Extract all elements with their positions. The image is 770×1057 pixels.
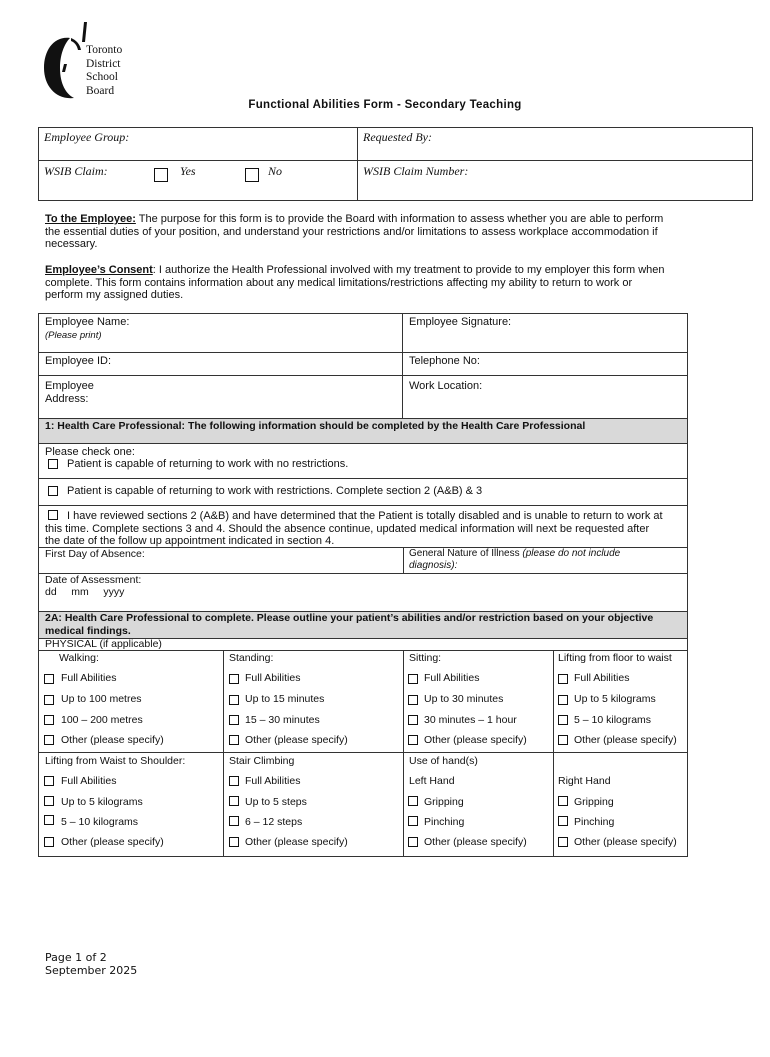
work-location-label: Work Location: [409,380,483,392]
to-employee-line-1: The purpose for this form is to provide the Board with information to assess whether you are able to perform [135,213,664,225]
wsib-no-checkbox[interactable] [245,168,259,182]
sitting-30-checkbox[interactable] [408,695,418,705]
sitting-30-60-checkbox[interactable] [408,715,418,725]
section-1-header: 1: Health Care Professional: The following information should be completed by the Health Care Professional [45,420,586,432]
left-gripping-label: Gripping [424,796,464,808]
right-gripping-label: Gripping [574,796,614,808]
no-restrictions-checkbox[interactable] [48,459,58,469]
right-gripping-checkbox[interactable] [558,796,568,806]
stairs-5-label: Up to 5 steps [245,796,307,808]
walking-100-label: Up to 100 metres [61,693,142,705]
lifting-floor-5-10kg-checkbox[interactable] [558,715,568,725]
section-2a-header-line-2: medical findings. [45,624,131,637]
right-other-checkbox[interactable] [558,837,568,847]
section-2a-header-line-1: 2A: Health Care Professional to complete. Please outline your patient’s abilities and/or restriction based on your objective [45,612,654,624]
lifting-floor-5kg-label: Up to 5 kilograms [574,693,656,705]
sitting-full-checkbox[interactable] [408,674,418,684]
with-restrictions-label: Patient is capable of returning to work with restrictions. Complete section 2 (A&B) & 3 [67,485,483,497]
stair-climbing-heading: Stair Climbing [229,755,295,767]
use-of-hands-heading: Use of hand(s) [409,755,478,767]
lifting-waist-full-label: Full Abilities [61,775,117,787]
standing-15-label: Up to 15 minutes [245,693,325,705]
logo-line-3: School [86,71,118,83]
wsib-yes-label: Yes [180,164,196,178]
right-pinching-label: Pinching [574,816,615,828]
disabled-line-2: this time. Complete sections 3 and 4. Should the absence continue, updated medical information will next be requested after [45,522,650,535]
stairs-5-checkbox[interactable] [229,796,239,806]
address-line-1: Employee [45,380,94,392]
left-pinching-label: Pinching [424,816,465,828]
sitting-30-60-label: 30 minutes – 1 hour [424,714,517,726]
disabled-line-3: the date of the follow up appointment indicated in section 4. [45,535,335,547]
date-format-hint: dd mm yyyy [45,586,125,598]
tdsb-logo [40,20,140,102]
lifting-floor-5-10kg-label: 5 – 10 kilograms [574,714,652,726]
standing-other-label: Other (please specify) [245,734,348,746]
lifting-floor-full-checkbox[interactable] [558,674,568,684]
logo-line-2: District [86,57,121,70]
apple-logo-icon [40,20,88,102]
check-one-label: Please check one: [45,446,135,458]
with-restrictions-checkbox[interactable] [48,486,58,496]
wsib-claim-number-label: WSIB Claim Number: [363,164,469,178]
nature-of-illness-label [409,548,620,572]
employee-signature-label: Employee Signature: [409,316,512,328]
sitting-full-label: Full Abilities [424,672,480,684]
left-other-label: Other (please specify) [424,836,527,848]
lifting-floor-full-label: Full Abilities [574,672,630,684]
walking-heading: Walking: [59,652,99,664]
right-hand-label: Right Hand [558,775,611,787]
stairs-6-12-checkbox[interactable] [229,816,239,826]
standing-full-label: Full Abilities [245,672,301,684]
walking-100-checkbox[interactable] [44,695,54,705]
to-employee-line-3: necessary. [45,238,98,250]
lifting-waist-5-10kg-label: 5 – 10 kilograms [61,816,139,828]
to-employee-heading: To the Employee: [45,213,136,225]
employee-id-label: Employee ID: [45,355,112,367]
nature-italic-2: diagnosis): [409,560,458,571]
disabled-line-1: I have reviewed sections 2 (A&B) and have determined that the Patient is totally disabled and is unable to return to work at [67,510,663,522]
consent-line-1: : I authorize the Health Professional involved with my treatment to provide to my employer this form when [152,264,665,276]
date-of-assessment-label: Date of Assessment: [45,574,142,586]
left-pinching-checkbox[interactable] [408,816,418,826]
walking-full-checkbox[interactable] [44,674,54,684]
sitting-other-label: Other (please specify) [424,734,527,746]
standing-other-checkbox[interactable] [229,735,239,745]
lifting-floor-other-checkbox[interactable] [558,735,568,745]
lifting-waist-5-10kg-checkbox[interactable] [44,815,54,825]
left-hand-label: Left Hand [409,775,455,787]
sitting-other-checkbox[interactable] [408,735,418,745]
nature-italic-1: (please do not include [522,548,621,559]
right-other-label: Other (please specify) [574,836,677,848]
to-employee-paragraph [45,213,745,251]
standing-15-30-checkbox[interactable] [229,715,239,725]
lifting-waist-other-checkbox[interactable] [44,837,54,847]
walking-other-label: Other (please specify) [61,734,164,746]
left-other-checkbox[interactable] [408,837,418,847]
walking-100-200-checkbox[interactable] [44,715,54,725]
lifting-floor-other-label: Other (please specify) [574,734,677,746]
employee-group-label: Employee Group: [44,130,130,144]
standing-full-checkbox[interactable] [229,674,239,684]
logo-line-1: Toronto [86,44,123,56]
telephone-label: Telephone No: [409,355,480,367]
right-pinching-checkbox[interactable] [558,816,568,826]
totally-disabled-text [45,510,685,548]
stairs-full-checkbox[interactable] [229,776,239,786]
revision-date: September 2025 [45,964,138,977]
wsib-no-label: No [268,164,283,178]
lifting-waist-full-checkbox[interactable] [44,776,54,786]
first-day-absence-label: First Day of Absence: [45,548,145,560]
lifting-floor-heading: Lifting from floor to waist [558,652,672,664]
left-gripping-checkbox[interactable] [408,796,418,806]
employee-address-label [45,380,94,406]
page-number: Page 1 of 2 [45,951,107,964]
stairs-other-label: Other (please specify) [245,836,348,848]
standing-15-30-label: 15 – 30 minutes [245,714,320,726]
logo-line-4: Board [86,84,115,97]
consent-line-2: complete. This form contains information about any medical limitations/restrictions affecting my ability to return to work or [45,276,633,289]
employee-name-label: Employee Name: [45,316,130,328]
page-footer [45,951,137,977]
standing-15-checkbox[interactable] [229,695,239,705]
physical-label: PHYSICAL (if applicable) [45,638,162,650]
consent-heading: Employee’s Consent [45,264,153,276]
to-employee-line-2: the essential duties of your position, and understand your restrictions and/or limitations to assess workplace accommodation if [45,225,658,238]
walking-other-checkbox[interactable] [44,735,54,745]
sitting-30-label: Up to 30 minutes [424,693,504,705]
no-restrictions-label: Patient is capable of returning to work with no restrictions. [67,458,349,470]
section-2a-header [45,612,653,637]
stairs-other-checkbox[interactable] [229,837,239,847]
nature-prefix: General Nature of Illness [409,548,523,559]
stairs-6-12-label: 6 – 12 steps [245,816,303,828]
requested-by-label: Requested By: [363,130,432,144]
consent-paragraph [45,264,745,302]
page-title: Functional Abilities Form - Secondary Teaching [248,99,522,111]
wsib-yes-checkbox[interactable] [154,168,168,182]
stairs-full-label: Full Abilities [245,775,301,787]
please-print-hint: (Please print) [45,330,102,341]
wsib-claim-label: WSIB Claim: [44,164,108,178]
lifting-waist-heading: Lifting from Waist to Shoulder: [45,755,186,767]
consent-line-3: perform my assigned duties. [45,289,184,301]
walking-100-200-label: 100 – 200 metres [61,714,143,726]
lifting-waist-other-label: Other (please specify) [61,836,164,848]
lifting-waist-5kg-label: Up to 5 kilograms [61,796,143,808]
lifting-floor-5kg-checkbox[interactable] [558,695,568,705]
standing-heading: Standing: [229,652,274,664]
address-line-2: Address: [45,393,89,405]
walking-full-label: Full Abilities [61,672,117,684]
lifting-waist-5kg-checkbox[interactable] [44,796,54,806]
sitting-heading: Sitting: [409,652,442,664]
